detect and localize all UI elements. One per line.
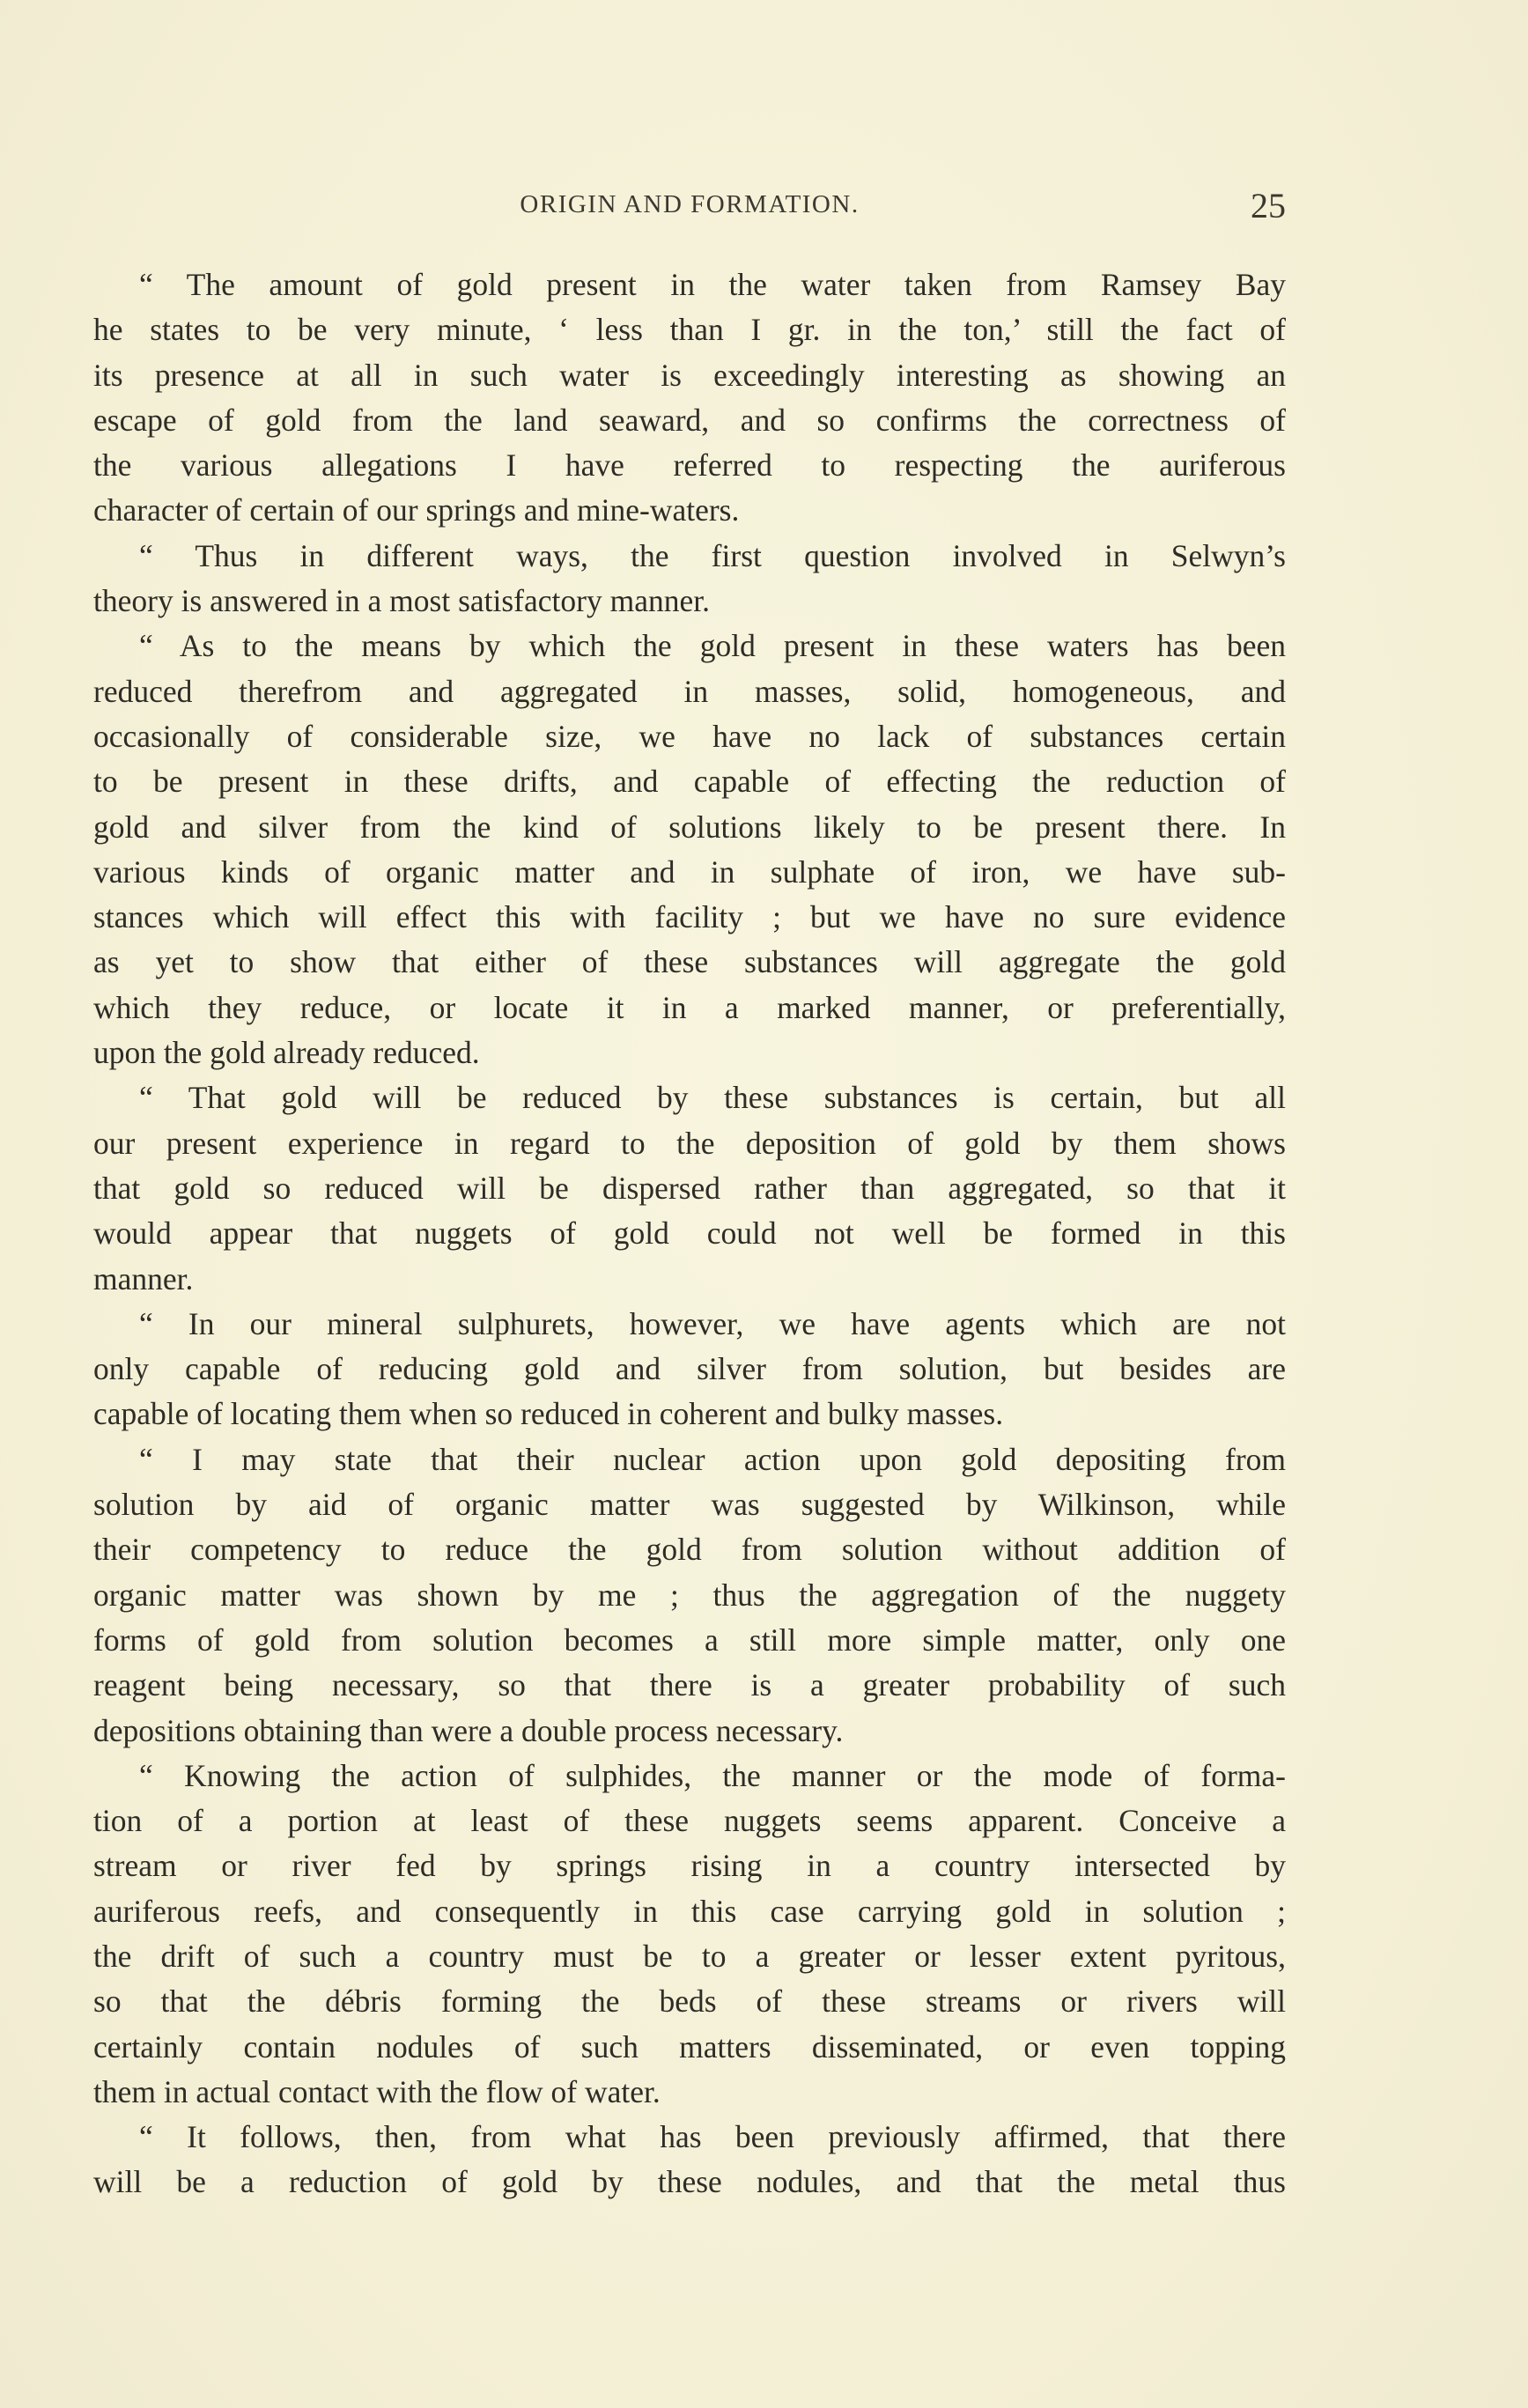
text-line: “ That gold will be reduced by these substances is certain, but all [139,1080,1286,1116]
text-line: capable of locating them when so reduced in coherent and bulky masses. [93,1396,1004,1432]
text-line: various kinds of organic matter and in sulphate of iron, we have sub- [93,853,1286,890]
body-text [93,262,1286,2205]
text-line: them in actual contact with the flow of water. [93,2073,661,2109]
text-line: forms of gold from solution becomes a still more simple matter, only one [93,1621,1286,1658]
text-line: the various allegations I have referred to respecting the auriferous [93,447,1286,484]
text-line: “ Thus in different ways, the first question involved in Selwyn’s [139,537,1286,573]
text-line: “ In our mineral sulphurets, however, we have agents which are not [139,1305,1286,1341]
paragraph [93,1302,1286,1437]
text-line: “ Knowing the action of sulphides, the manner or the mode of forma- [139,1757,1286,1793]
text-line: occasionally of considerable size, we have no lack of substances certain [93,718,1286,754]
text-line: their competency to reduce the gold from solution without addition of [93,1532,1286,1568]
text-line: stream or river fed by springs rising in a country intersected by [93,1848,1286,1884]
text-line: “ The amount of gold present in the water taken from Ramsey Bay [139,267,1286,302]
text-line: which they reduce, or locate it in a marked manner, or preferentially, [93,989,1286,1025]
text-line: certainly contain nodules of such matters disseminated, or even topping [93,2028,1286,2065]
text-line: so that the débris forming the beds of these streams or rivers will [93,1983,1286,2020]
text-line: depositions obtaining than were a double process necessary. [93,1712,844,1748]
text-line: only capable of reducing gold and silver from solution, but besides are [93,1351,1286,1387]
text-line: “ As to the means by which the gold present in these waters has been [139,628,1286,664]
text-line: upon the gold already reduced. [93,1035,480,1071]
paragraph [93,262,1286,534]
paragraph [93,624,1286,1075]
text-line: reagent being necessary, so that there is a greater probability of such [93,1667,1286,1703]
paragraph [93,2115,1286,2205]
text-line: organic matter was shown by me ; thus the aggregation of the nuggety [93,1577,1286,1613]
text-line: solution by aid of organic matter was suggested by Wilkinson, while [93,1487,1286,1523]
running-head [93,185,1286,229]
paragraph [93,534,1286,624]
text-line: escape of gold from the land seaward, and so confirms the correctness of [93,402,1286,438]
paragraph [93,1754,1286,2115]
text-line: gold and silver from the kind of solutions likely to be present there. In [93,809,1286,845]
text-line: as yet to show that either of these substances will aggregate the gold [93,944,1286,980]
text-line: stances which will effect this with facility ; but we have no sure evidence [93,899,1286,935]
text-line: will be a reduction of gold by these nodules, and that the metal thus [93,2164,1286,2200]
running-title: ORIGIN AND FORMATION. [520,190,860,218]
text-line: auriferous reefs, and consequently in this case carrying gold in solution ; [93,1893,1286,1929]
text-line: “ I may state that their nuclear action upon gold depositing from [139,1441,1286,1477]
page-number: 25 [1251,186,1286,225]
text-line: he states to be very minute, ‘ less than I gr. in the ton,’ still the fact of [93,312,1286,348]
paragraph [93,1075,1286,1301]
text-line: would appear that nuggets of gold could not well be formed in this [93,1215,1286,1252]
text-line: tion of a portion at least of these nuggets seems apparent. Conceive a [93,1803,1286,1839]
paragraph [93,1437,1286,1754]
text-line: the drift of such a country must be to a greater or lesser extent pyritous, [93,1938,1286,1974]
text-line: that gold so reduced will be dispersed rather than aggregated, so that it [93,1170,1286,1206]
text-line: its presence at all in such water is exceedingly interesting as showing an [93,357,1286,393]
text-line: our present experience in regard to the deposition of gold by them shows [93,1125,1286,1161]
text-line: reduced therefrom and aggregated in masses, solid, homogeneous, and [93,673,1286,709]
text-line: to be present in these drifts, and capable of effecting the reduction of [93,764,1286,800]
text-line: character of certain of our springs and mine-waters. [93,492,740,528]
text-line: manner. [93,1260,194,1296]
text-line: “ It follows, then, from what has been previously affirmed, that there [139,2119,1286,2155]
text-line: theory is answered in a most satisfactory manner. [93,583,710,619]
